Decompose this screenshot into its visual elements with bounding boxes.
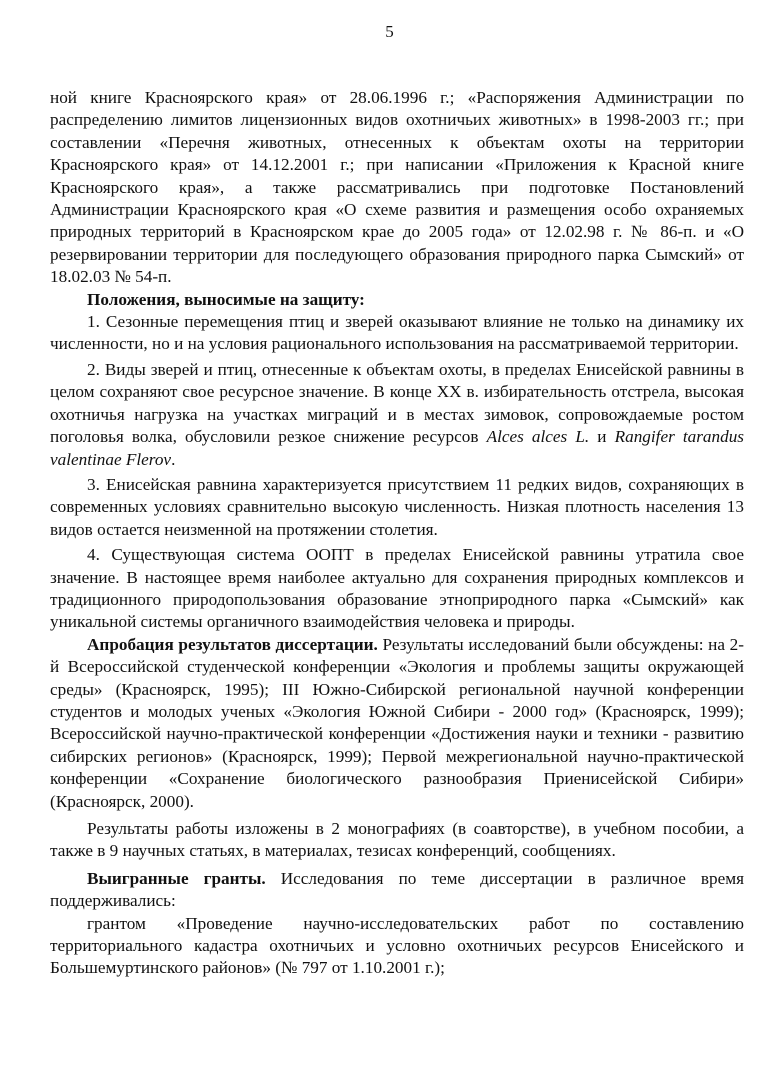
grants-paragraph [50,868,744,913]
species-alces: Alces alces L. [486,427,590,447]
defense-item-2 [50,359,744,471]
defense-item-2-text: 2. Виды зверей и птиц, отнесенные к объектам охоты, в пределах Енисейской равнины в целом сохраняют свое ресурсное значение. В конце XX в. избирательность отстрела, высокая охотничья нагрузка на участках миграций и в местах зимовок, сопровождаемые ростом поголовья волка, обусловили резкое снижение ресурсов [50,359,744,447]
grant-item-1: грантом «Проведение научно-исследовательских работ по составлению территориального кадастра охотничьих и условно охотничьих ресурсов Енисейского и Большемуртинского районов» (№ 797 от 1.10.2001 г.); [50,913,744,978]
publications-paragraph: Результаты работы изложены в 2 монографиях (в соавторстве), в учебном пособии, а также в 9 научных статьях, в материалах, тезисах конференций, сообщениях. [50,819,744,861]
grants-text: Исследования по теме диссертации в различное время поддерживались: [50,868,744,911]
defense-heading: Положения, выносимые на защиту: [87,289,365,309]
period: . [171,449,176,469]
defense-item-4: 4. Существующая система ООПТ в пределах Енисейской равнины утратила свое значение. В настоящее время наиболее актуально для сохранения природных комплексов и традиционного природопользования образование этноприродного парка «Сымский» как уникальной системы органичного взаимодействия человека и природы. [50,545,744,632]
approbation-title: Апробация результатов диссертации. [87,634,378,654]
grants-title: Выигранные гранты. [87,868,266,888]
intro-paragraph: ной книге Красноярского края» от 28.06.1996 г.; «Распоряжения Администрации по распределению лимитов лицензионных видов охотничьих животных» в 1998-2003 гг.; при составлении «Перечня животных, отнесенных к объектам охоты на территории Красноярского края» от 14.12.2001 г.; при написании «Приложения к Красной книге Красноярского края», а также рассматривались при подготовке Постановлений Администрации Красноярского края «О схеме развития и размещения особо охраняемых природных территорий в Красноярском крае до 2005 года» от 12.02.98 г. № 86-п. и «О резервировании территории для последующего образования природного парка Сымский» от 18.02.03 № 54-п. [50,88,744,287]
page-content [50,87,744,980]
conjunction: и [589,427,615,447]
page-number: 5 [385,22,394,41]
defense-item-1: 1. Сезонные перемещения птиц и зверей оказывают влияние не только на динамику их численности, но и на условия рационального использования на рассматриваемой территории. [50,312,744,354]
defense-item-3: 3. Енисейская равнина характеризуется присутствием 11 редких видов, сохраняющих в современных условиях сравнительно высокую численность. Низкая плотность населения 13 видов остается неизменной на протяжении столетия. [50,474,744,539]
approbation-paragraph [50,634,744,813]
species-rangifer: Rangifer tarandus valentinae Flerov [50,427,744,469]
approbation-text: Результаты исследований были обсуждены: на 2-й Всероссийской студенческой конференции «Экология и проблемы защиты окружающей среды» (Красноярск, 1995); III Южно-Сибирской региональной научной конференции студентов и молодых ученых «Экология Южной Сибири - 2000 год» (Красноярск, 1999); Всероссийской научно-практической конференции «Достижения науки и техники - развитию сибирских регионов» (Красноярск, 1999); Первой межрегиональной научно-практической конференции «Сохранение биологического разнообразия Приенисейской Сибири» (Красноярск, 2000). [50,634,744,811]
